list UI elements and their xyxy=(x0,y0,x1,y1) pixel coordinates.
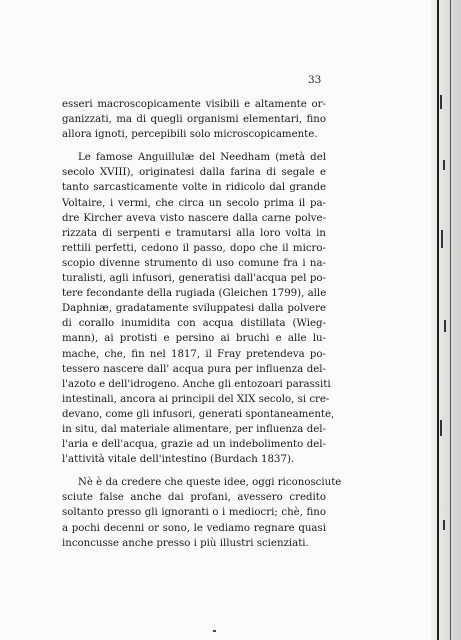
text-line: l'aria e dell'acqua, grazie ad un indebolimento del- xyxy=(62,439,326,451)
text-line: secolo XVIII), originatesi dalla farina di segale e xyxy=(62,167,326,179)
body-text xyxy=(62,97,342,551)
text-line: Nè è da credere che queste idee, oggi riconosciute xyxy=(78,477,342,489)
text-line: scopio divenne strumento di uso comune fra i na- xyxy=(62,257,326,269)
text-line: inconcusse anche presso i più illustri scienziati. xyxy=(62,537,309,549)
margin-mark xyxy=(440,420,442,436)
text-line: tessero nascere dall' acqua pura per influenza del- xyxy=(62,363,326,375)
book-spine-shadow xyxy=(431,0,461,640)
text-line: di corallo inumidita con acqua distillata (Wieg- xyxy=(62,318,326,330)
margin-mark xyxy=(444,320,446,332)
text-line: dre Kircher aveva visto nascere dalla carne polve- xyxy=(62,212,326,224)
text-line: allora ignoti, percepibili solo microscopicamente. xyxy=(62,129,318,141)
margin-mark xyxy=(443,160,445,170)
text-line: ganizzati, ma di quegli organismi elementari, fino xyxy=(62,114,326,126)
text-line: Daphniæ, gradatamente sviluppatesi dalla polvere xyxy=(62,303,326,315)
text-line: Voltaire, i vermi, che circa un secolo prima il pa- xyxy=(62,197,326,209)
text-line: mache, che, fin nel 1817, il Fray pretendeva po- xyxy=(62,348,326,360)
text-line: l'azoto e dell'idrogeno. Anche gli entozoari parassiti xyxy=(62,378,331,390)
footer-mark xyxy=(213,630,216,632)
text-line: sciute false anche dai profani, avessero credito xyxy=(62,492,326,504)
text-line: tere fecondante della rugiada (Gleichen 1799), alle xyxy=(62,288,327,300)
margin-mark xyxy=(440,95,442,109)
text-line: mann), ai protisti e persino ai bruchi e alle lu- xyxy=(62,333,326,345)
text-line: l'attività vitale dell'intestino (Burdach 1837). xyxy=(62,454,295,466)
paragraph xyxy=(62,475,342,550)
paragraph xyxy=(62,97,326,142)
page-number: 33 xyxy=(308,74,322,86)
text-line: Le famose Anguillulæ del Needham (metà del xyxy=(78,152,326,164)
text-line: a pochi decenni or sono, le vediamo regnare quasi xyxy=(62,522,326,534)
text-line: rizzata di serpenti e tramutarsi alla loro volta in xyxy=(62,227,326,239)
paragraph xyxy=(62,150,335,467)
spine-edge-line xyxy=(437,0,439,640)
margin-mark xyxy=(443,520,445,530)
text-line: in situ, dal materiale alimentare, per influenza del- xyxy=(62,423,326,435)
text-line: rettili perfetti, cedono il passo, dopo che il micro- xyxy=(62,242,326,254)
paragraph-gap xyxy=(62,467,326,475)
text-line: intestinali, ancora ai principii del XIX secolo, si cre- xyxy=(62,393,330,405)
spine-edge-line-2 xyxy=(450,0,451,640)
text-line: esseri macroscopicamente visibili e altamente or- xyxy=(62,99,326,110)
margin-mark xyxy=(441,230,443,248)
paragraph-gap xyxy=(62,142,326,150)
text-line: turalisti, agli infusori, generatisi dall'acqua pel po- xyxy=(62,273,326,285)
text-line: tanto sarcasticamente volte in ridicolo dal grande xyxy=(62,182,326,194)
text-line: soltanto presso gli ignoranti o i mediocri; chè, fino xyxy=(62,507,326,519)
text-line: devano, come gli infusori, generati spontaneamente, xyxy=(62,408,335,420)
